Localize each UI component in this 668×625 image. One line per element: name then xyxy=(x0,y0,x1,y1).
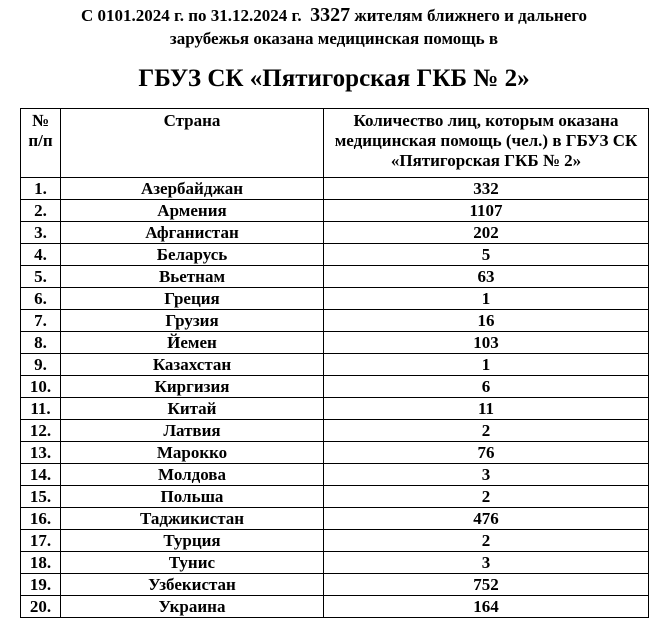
table-header-row xyxy=(21,109,649,178)
table-row xyxy=(21,354,649,376)
row-number-cell: 4. xyxy=(21,244,61,266)
table-row xyxy=(21,464,649,486)
row-number-cell: 15. xyxy=(21,486,61,508)
report-heading-line-2: зарубежья оказана медицинская помощь в xyxy=(169,29,499,48)
country-cell: Молдова xyxy=(61,464,324,486)
patient-count-cell: 5 xyxy=(324,244,649,266)
patient-count-cell: 2 xyxy=(324,420,649,442)
row-number-cell: 16. xyxy=(21,508,61,530)
table-row xyxy=(21,574,649,596)
table-row xyxy=(21,200,649,222)
country-cell: Йемен xyxy=(61,332,324,354)
row-number-cell: 9. xyxy=(21,354,61,376)
row-number-cell: 7. xyxy=(21,310,61,332)
heading-period: С 0101.2024 г. по 31.12.2024 г. xyxy=(80,6,302,25)
country-cell: Киргизия xyxy=(61,376,324,398)
heading-suffix: жителям ближнего и дальнего xyxy=(354,6,588,25)
table-row xyxy=(21,222,649,244)
country-cell: Марокко xyxy=(61,442,324,464)
row-number-cell: 5. xyxy=(21,266,61,288)
country-cell: Афганистан xyxy=(61,222,324,244)
patient-count-cell: 76 xyxy=(324,442,649,464)
country-cell: Китай xyxy=(61,398,324,420)
table-row xyxy=(21,442,649,464)
patient-count-cell: 202 xyxy=(324,222,649,244)
table-row xyxy=(21,244,649,266)
table-row xyxy=(21,420,649,442)
country-cell: Вьетнам xyxy=(61,266,324,288)
row-number-cell: 17. xyxy=(21,530,61,552)
row-number-cell: 10. xyxy=(21,376,61,398)
patient-count-cell: 2 xyxy=(324,486,649,508)
country-cell: Таджикистан xyxy=(61,508,324,530)
column-header-number: № п/п xyxy=(21,109,61,178)
country-cell: Латвия xyxy=(61,420,324,442)
country-cell: Грузия xyxy=(61,310,324,332)
patient-count-cell: 164 xyxy=(324,596,649,618)
patient-count-cell: 6 xyxy=(324,376,649,398)
table-row xyxy=(21,288,649,310)
table-row xyxy=(21,376,649,398)
table-row xyxy=(21,332,649,354)
patient-count-cell: 16 xyxy=(324,310,649,332)
patient-count-cell: 1107 xyxy=(324,200,649,222)
row-number-cell: 2. xyxy=(21,200,61,222)
patient-count-cell: 1 xyxy=(324,354,649,376)
patient-count-cell: 3 xyxy=(324,552,649,574)
country-cell: Азербайджан xyxy=(61,178,324,200)
row-number-cell: 6. xyxy=(21,288,61,310)
row-number-cell: 13. xyxy=(21,442,61,464)
patient-count-cell: 103 xyxy=(324,332,649,354)
row-number-cell: 19. xyxy=(21,574,61,596)
country-cell: Армения xyxy=(61,200,324,222)
patient-count-cell: 11 xyxy=(324,398,649,420)
table-row xyxy=(21,310,649,332)
country-cell: Украина xyxy=(61,596,324,618)
row-number-cell: 12. xyxy=(21,420,61,442)
patients-by-country-table xyxy=(20,108,649,618)
organization-title: ГБУЗ СК «Пятигорская ГКБ № 2» xyxy=(138,65,530,92)
country-cell: Беларусь xyxy=(61,244,324,266)
row-number-cell: 3. xyxy=(21,222,61,244)
patient-count-cell: 3 xyxy=(324,464,649,486)
country-cell: Узбекистан xyxy=(61,574,324,596)
table-row xyxy=(21,266,649,288)
report-heading-line-1 xyxy=(0,3,668,28)
table-row xyxy=(21,530,649,552)
table-row xyxy=(21,508,649,530)
country-cell: Греция xyxy=(61,288,324,310)
patient-count-cell: 476 xyxy=(324,508,649,530)
country-cell: Казахстан xyxy=(61,354,324,376)
table-body xyxy=(21,178,649,618)
patient-count-cell: 332 xyxy=(324,178,649,200)
patient-count-cell: 752 xyxy=(324,574,649,596)
table-row xyxy=(21,398,649,420)
row-number-cell: 14. xyxy=(21,464,61,486)
country-cell: Тунис xyxy=(61,552,324,574)
table-row xyxy=(21,486,649,508)
patient-count-cell: 63 xyxy=(324,266,649,288)
country-cell: Польша xyxy=(61,486,324,508)
country-cell: Турция xyxy=(61,530,324,552)
table-row xyxy=(21,552,649,574)
table-row xyxy=(21,596,649,618)
row-number-cell: 8. xyxy=(21,332,61,354)
column-header-country: Страна xyxy=(61,109,324,178)
heading-total-count: 3327 xyxy=(310,4,351,26)
patient-count-cell: 1 xyxy=(324,288,649,310)
row-number-cell: 11. xyxy=(21,398,61,420)
column-header-count: Количество лиц, которым оказана медицинская помощь (чел.) в ГБУЗ СК «Пятигорская ГКБ № 2» xyxy=(324,109,649,178)
table-row xyxy=(21,178,649,200)
patient-count-cell: 2 xyxy=(324,530,649,552)
row-number-cell: 20. xyxy=(21,596,61,618)
row-number-cell: 1. xyxy=(21,178,61,200)
row-number-cell: 18. xyxy=(21,552,61,574)
